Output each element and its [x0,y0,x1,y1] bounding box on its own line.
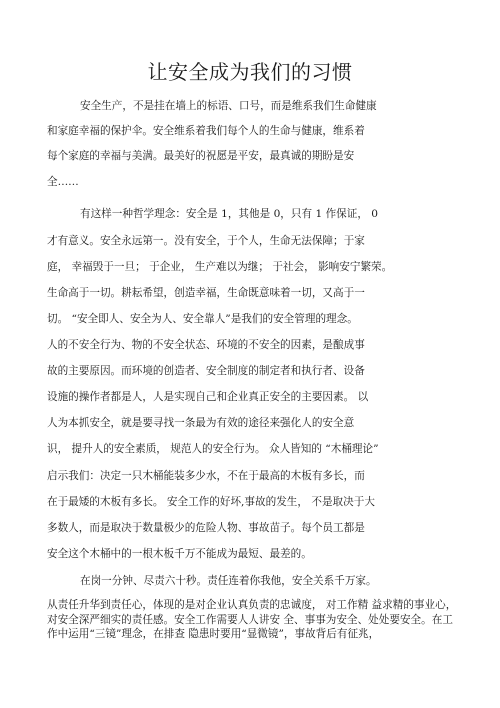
text-line: 在于最矮的木板有多长。 安全工作的好坏,事故的发生， 不是取决于大 [47,496,375,508]
page-title: 让安全成为我们的习惯 [147,60,353,84]
text-line: 每个家庭的幸福与美满。最美好的祝愿是平安，最真诚的期盼是安 [47,150,355,162]
text-line: 故的主要原因。而环境的创造者、安全制度的制定者和执行者、设备 [47,365,365,377]
text-line: 和家庭幸福的保护伞。安全维系着我们每个人的生命与健康，维系着 [47,125,365,137]
text-line: 生命高于一切。耕耘希望，创造幸福，生命既意味着一切，又高于一 [47,287,365,299]
text-line: 才有意义。安全永远第一。没有安全，于个人，生命无法保障；于家 [47,235,365,247]
text-line: 安全生产，不是挂在墙上的标语、口号，而是维系我们生命健康 [80,100,377,112]
text-line: 设施的操作者都是人，人是实现自己和企业真正安全的主要因素。 以 [47,391,369,403]
text-line: 启示我们：决定一只木桶能装多少水，不在于最高的木板有多长，而 [47,470,365,482]
text-line: 人为本抓安全，就是要寻找一条最为有效的途径来强化人的安全意 [47,417,355,429]
text-line: 安全这个木桶中的一根木板千万不能成为最短、最差的。 [47,548,312,560]
text-line: 在岗一分钟、尽责六十秒。责任连着你我他，安全关系千万家。 [80,575,377,587]
text-line: 庭， 幸福毁于一旦； 于企业， 生产难以为继； 于社会， 影响安宁繁荣。 [47,261,393,273]
text-line: 有这样一种哲学理念：安全是 1，其他是 0，只有 1 作保证， 0 [80,208,379,220]
text-line: 识， 提升人的安全素质， 规范人的安全行为。 众人皆知的 “木桶理论” [47,443,379,455]
text-line: 切。 “安全即人、安全为人、安全靠人”是我们的安全管理的理念。 [47,313,358,325]
text-line: 人的不安全行为、物的不安全状态、环境的不安全的因素，是酿成事 [47,339,365,351]
text-block: 从责任升华到责任心，体现的是对企业认真负责的忠诚度， 对工作精 益求精的事业心，对安全深严细实的责任感。安全工作需要人人讲安 全、事事为安全、处处要安全。在工作中运用“三镜”理念，在排查 隐患时要用“显微镜”，事故背后有征兆， [47,599,457,640]
text-line: 多数人，而是取决于数量极少的危险人物、事故苗子。每个员工都是 [47,522,365,534]
text-line: 全…… [47,176,79,188]
